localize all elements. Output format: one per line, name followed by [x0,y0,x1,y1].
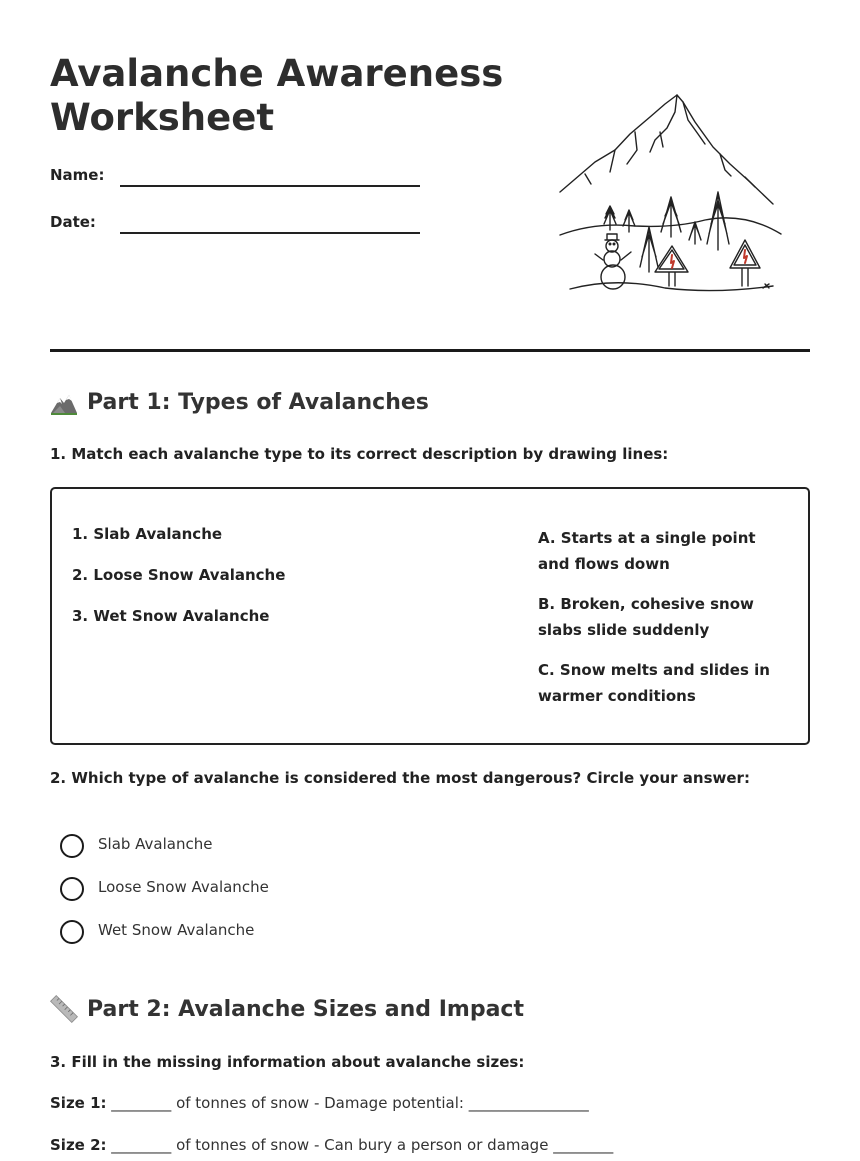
option-label: Loose Snow Avalanche [98,878,269,896]
name-field[interactable] [50,166,420,196]
name-label: Name: [50,166,105,184]
size-1-label: Size 1: [50,1094,107,1112]
warning-sign-icon-2 [730,240,760,286]
question-1: 1. Match each avalanche type to its correct description by drawing lines: [50,445,669,463]
match-item-slab[interactable]: 1. Slab Avalanche [72,525,223,543]
size-1-blank-2[interactable]: ________________ [468,1094,589,1112]
match-description-b[interactable]: B. Broken, cohesive snow slabs slide suddenly [538,595,754,639]
question-3: 3. Fill in the missing information about avalanche sizes: [50,1053,525,1071]
option-wet-snow[interactable] [60,918,269,961]
part1-heading-text: Part 1: Types of Avalanches [87,389,429,415]
date-input-line[interactable] [120,232,420,234]
radio-circle[interactable] [60,834,84,858]
size-2-label: Size 2: [50,1136,107,1154]
size-1-text: of tonnes of snow - Damage potential: [176,1094,464,1112]
match-left-column [72,525,372,648]
name-input-line[interactable] [120,185,420,187]
part2-heading [50,995,524,1023]
size-2-line [50,1136,613,1154]
question-2: 2. Which type of avalanche is considered the most dangerous? Circle your answer: [50,769,750,787]
worksheet-title: Avalanche Awareness Worksheet [50,52,504,139]
match-right-column [538,525,788,723]
radio-circle[interactable] [60,877,84,901]
mountain-icon [50,388,78,416]
match-description-c[interactable]: C. Snow melts and slides in warmer conditions [538,661,770,705]
snowman-icon [595,234,631,289]
matching-box [50,487,810,745]
part1-heading [50,388,429,416]
match-description-a[interactable]: A. Starts at a single point and flows down [538,529,756,573]
warning-sign-icon [655,246,688,286]
size-2-blank-2[interactable]: ________ [553,1136,614,1154]
option-label: Slab Avalanche [98,835,213,853]
size-1-line [50,1094,589,1112]
match-item-wet-snow[interactable]: 3. Wet Snow Avalanche [72,607,270,625]
part2-heading-text: Part 2: Avalanche Sizes and Impact [87,996,524,1022]
option-label: Wet Snow Avalanche [98,921,255,939]
size-2-blank-1[interactable]: ________ [111,1136,172,1154]
option-slab[interactable] [60,832,269,875]
match-item-loose-snow[interactable]: 2. Loose Snow Avalanche [72,566,286,584]
mountain-illustration [555,92,785,297]
date-label: Date: [50,213,96,231]
date-field[interactable] [50,213,420,243]
header-divider [50,349,810,352]
size-1-blank-1[interactable]: ________ [111,1094,172,1112]
size-2-text: of tonnes of snow - Can bury a person or damage [176,1136,549,1154]
ruler-icon [50,995,78,1023]
radio-circle[interactable] [60,920,84,944]
option-loose-snow[interactable] [60,875,269,918]
answer-options [60,832,269,961]
